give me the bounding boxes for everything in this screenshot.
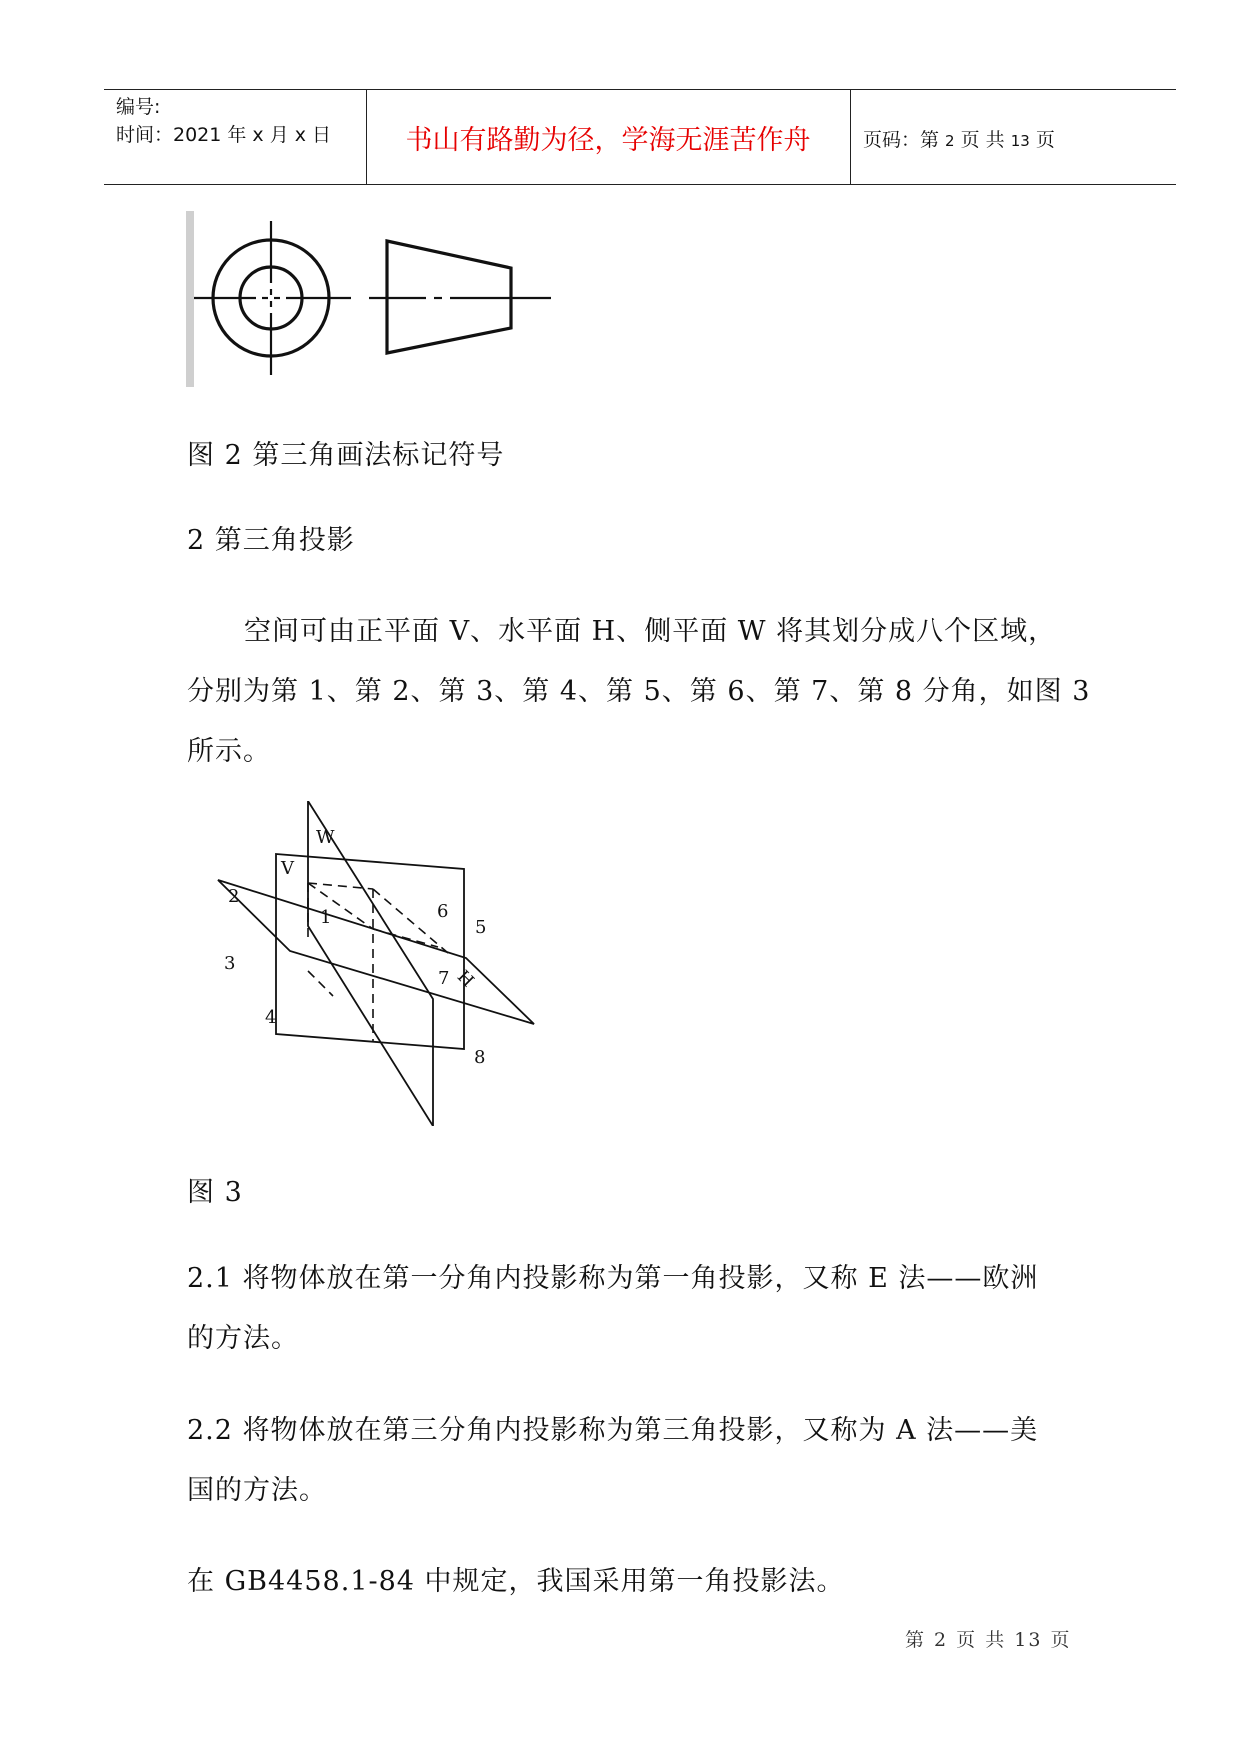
label-4: 4 bbox=[265, 1007, 277, 1028]
v-plane bbox=[276, 854, 464, 1049]
header-page-indicator: 页码：第 2 页 共 13 页 bbox=[863, 129, 1055, 151]
list-item-line: 2.2 将物体放在第三分角内投影称为第三角投影，又称为 A 法——美 bbox=[187, 1415, 1039, 1446]
label-h: H bbox=[452, 966, 478, 992]
header-motto: 书山有路勤为径，学海无涯苦作舟 bbox=[405, 125, 811, 156]
list-item-line: 的方法。 bbox=[187, 1323, 299, 1354]
label-2: 2 bbox=[228, 886, 240, 907]
paragraph-line: 所示。 bbox=[187, 736, 271, 767]
figure-3-caption: 图 3 bbox=[187, 1177, 243, 1208]
document-code-label: 编号: bbox=[116, 96, 161, 118]
figure-2-caption: 图 2 第三角画法标记符号 bbox=[187, 440, 505, 471]
document-date: 时间：2021 年 x 月 x 日 bbox=[116, 124, 332, 146]
projection-octants-figure bbox=[208, 801, 538, 1126]
h-plane bbox=[218, 880, 534, 1024]
list-item-line: 国的方法。 bbox=[187, 1475, 327, 1506]
header-middle-cell bbox=[366, 90, 851, 184]
label-3: 3 bbox=[224, 953, 236, 974]
header-right-cell bbox=[851, 90, 1176, 184]
label-8: 8 bbox=[474, 1047, 486, 1068]
scan-shadow-edge bbox=[186, 211, 194, 387]
paragraph-line: 分别为第 1、第 2、第 3、第 4、第 5、第 6、第 7、第 8 分角，如图 3 bbox=[187, 676, 1091, 707]
standard-note: 在 GB4458.1-84 中规定，我国采用第一角投影法。 bbox=[187, 1566, 845, 1597]
label-5: 5 bbox=[475, 917, 487, 938]
list-item-line: 2.1 将物体放在第一分角内投影称为第一角投影，又称 E 法——欧洲 bbox=[187, 1263, 1039, 1294]
label-6: 6 bbox=[437, 901, 449, 922]
label-7: 7 bbox=[438, 968, 450, 989]
third-angle-symbol-figure bbox=[186, 211, 551, 389]
header-left-cell bbox=[104, 90, 367, 184]
label-w: W bbox=[316, 827, 335, 848]
section-heading: 2 第三角投影 bbox=[187, 525, 355, 556]
paragraph-line: 空间可由正平面 V、水平面 H、侧平面 W 将其划分成八个区域， bbox=[244, 616, 1057, 647]
label-1: 1 bbox=[320, 907, 332, 928]
w-plane bbox=[308, 801, 433, 1126]
page-header bbox=[104, 89, 1176, 185]
label-v: V bbox=[281, 858, 294, 879]
page-footer: 第 2 页 共 13 页 bbox=[905, 1629, 1072, 1651]
